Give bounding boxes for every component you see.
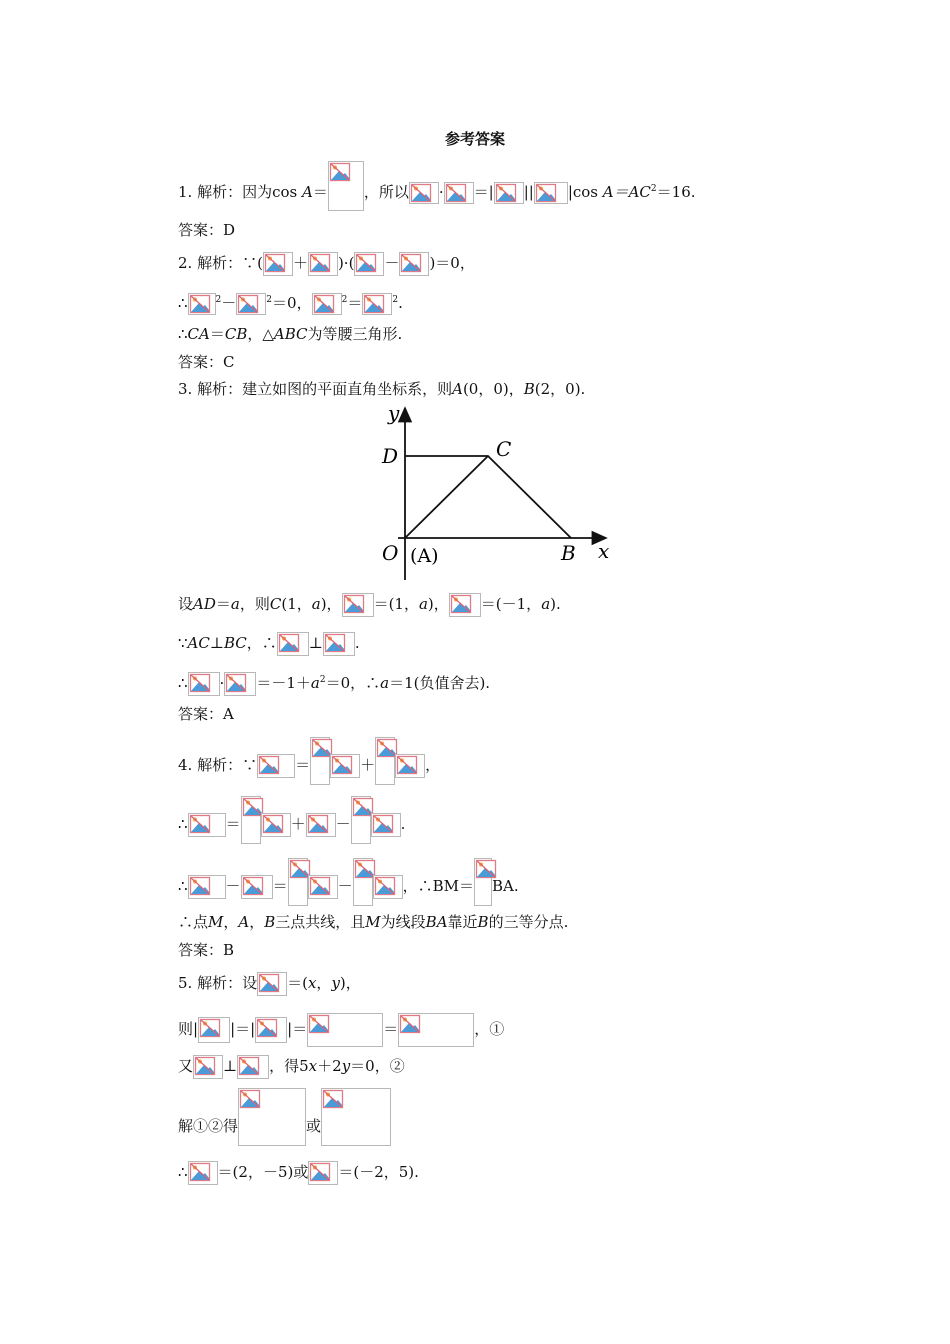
text: ⊥ <box>223 1057 238 1075</box>
text: BA <box>425 913 448 931</box>
text: B <box>523 380 535 398</box>
broken-image-icon <box>189 1162 211 1182</box>
text: AD <box>193 595 216 613</box>
broken-image-icon <box>313 294 335 314</box>
text: ∴ <box>178 815 188 833</box>
vector-image <box>444 182 474 204</box>
text: |＝ <box>287 1020 308 1038</box>
text: 三点共线，且 <box>275 913 366 931</box>
text: ＝ <box>225 815 241 833</box>
text: ＝ <box>215 595 231 613</box>
text: ，所以 <box>363 183 409 201</box>
vector-image <box>257 972 287 996</box>
broken-image-icon <box>262 814 284 834</box>
text: 2 <box>650 184 657 194</box>
broken-image-icon <box>322 1089 344 1109</box>
text: 靠近 <box>447 913 478 931</box>
text: ＝(2，－5)或 <box>217 1163 309 1181</box>
text: )， <box>320 595 342 613</box>
text: (0，0)， <box>462 380 524 398</box>
text: BA. <box>491 877 519 895</box>
text: ＝ <box>272 877 288 895</box>
text: 的三等分点. <box>488 913 569 931</box>
fraction-image <box>474 858 492 906</box>
text: ＝ <box>312 183 328 201</box>
broken-image-icon <box>372 814 394 834</box>
broken-image-icon <box>410 183 432 203</box>
vector-image <box>494 182 524 204</box>
answer-3-step <box>178 593 561 617</box>
text: a <box>541 595 551 613</box>
text: x <box>307 974 317 992</box>
text: ， <box>249 913 265 931</box>
text: y <box>331 974 340 992</box>
text: 为线段 <box>380 913 426 931</box>
vector-image <box>263 252 293 276</box>
sqrt-image <box>398 1013 474 1047</box>
text: ＝(－1， <box>480 595 542 613</box>
vector-image <box>354 252 384 276</box>
text: A＝AC <box>602 183 651 201</box>
text: M <box>208 913 224 931</box>
vector-image <box>342 593 374 617</box>
text: ＝| <box>473 183 494 201</box>
text: )＝0， <box>429 254 475 272</box>
broken-image-icon <box>278 633 300 653</box>
text: M <box>365 913 381 931</box>
text: (2，0). <box>534 380 586 398</box>
broken-image-icon <box>308 1014 330 1034</box>
text: ＝(－2，5). <box>338 1163 419 1181</box>
broken-image-icon <box>258 973 280 993</box>
vector-image <box>188 293 216 315</box>
answer-3: 答案：A <box>178 705 234 723</box>
fraction-image <box>310 737 330 785</box>
text: － <box>221 294 237 312</box>
text: ∴ <box>178 877 188 895</box>
vector-image <box>409 182 439 204</box>
label-y: y <box>388 401 400 425</box>
broken-image-icon <box>324 633 346 653</box>
vector-image <box>188 1161 218 1185</box>
answer-3-dot-product <box>178 670 490 696</box>
text: ，则 <box>239 595 270 613</box>
text: ＝ <box>295 756 311 774</box>
broken-image-icon <box>399 1014 421 1034</box>
text: ， <box>316 974 332 992</box>
text: B <box>477 913 489 931</box>
text: x <box>308 1057 318 1075</box>
text: (1， <box>281 595 312 613</box>
vector-image <box>373 875 403 899</box>
answer-2: 答案：C <box>178 353 235 371</box>
text: ∴点 <box>178 913 209 931</box>
text: CA <box>187 325 210 343</box>
text: 为等腰三角形. <box>307 325 403 343</box>
formula-image <box>328 161 364 211</box>
label-b: B <box>561 541 576 565</box>
fraction-image <box>353 858 373 906</box>
broken-image-icon <box>355 253 377 273</box>
label-x: x <box>598 539 610 563</box>
vector-image <box>312 293 342 315</box>
text: ∴ <box>178 674 188 692</box>
text: ， <box>223 913 239 931</box>
vector-image <box>395 754 425 778</box>
text: 设 <box>178 595 194 613</box>
page-title: 参考答案 <box>444 130 505 148</box>
text: ＝0，② <box>350 1057 405 1075</box>
answer-5-explanation <box>178 972 361 996</box>
broken-image-icon <box>329 162 351 182</box>
text: ＝16. <box>656 183 696 201</box>
text: 2 <box>341 295 348 305</box>
text: ，得5 <box>269 1057 309 1075</box>
text: BC <box>223 634 247 652</box>
text: ＝ <box>347 294 363 312</box>
broken-image-icon <box>199 1018 221 1038</box>
text: 5. 解析：设 <box>178 974 258 992</box>
text: ＝1(负值舍去). <box>389 674 491 692</box>
vector-image <box>237 1055 269 1079</box>
text: 2 <box>215 295 222 305</box>
broken-image-icon <box>194 1056 216 1076</box>
label-d: D <box>382 444 399 468</box>
vector-image <box>255 1017 287 1043</box>
segment-ac <box>405 456 488 538</box>
text: AC <box>187 634 210 652</box>
vector-image <box>399 252 429 276</box>
label-o: O <box>382 541 399 565</box>
text: 2 <box>392 295 399 305</box>
text: ，∴ <box>246 634 277 652</box>
text: ＋ <box>292 254 308 272</box>
text: ). <box>550 595 561 613</box>
text: ＝ <box>383 1020 399 1038</box>
text: . <box>354 634 360 652</box>
answer-5-perpendicular <box>178 1055 405 1079</box>
vector-image <box>449 593 481 617</box>
text: ⊥ <box>308 634 323 652</box>
vector-image <box>236 293 266 315</box>
text: ， <box>425 756 441 774</box>
broken-image-icon <box>400 253 422 273</box>
fraction-image <box>288 858 308 906</box>
text: ＝(1， <box>373 595 419 613</box>
vector-image <box>534 182 568 204</box>
broken-image-icon <box>264 253 286 273</box>
answer-4-conclusion <box>178 912 568 932</box>
vector-image <box>308 875 338 899</box>
trapezoid <box>405 456 571 538</box>
text: a <box>418 595 428 613</box>
text: )， <box>339 974 361 992</box>
text: · <box>219 674 225 692</box>
broken-image-icon <box>256 1018 278 1038</box>
text: |＝| <box>230 1020 256 1038</box>
text: ＋2 <box>317 1057 342 1075</box>
system-solution-image <box>321 1088 391 1146</box>
fraction-image <box>241 796 261 844</box>
vector-image <box>188 672 220 696</box>
text: ∴ <box>178 1163 188 1181</box>
broken-image-icon <box>189 876 211 896</box>
text: ，△ <box>247 325 274 343</box>
answer-4-step <box>178 806 405 844</box>
broken-image-icon <box>309 1162 331 1182</box>
vector-image <box>257 754 295 778</box>
text: ＝ <box>209 325 225 343</box>
vector-image <box>188 813 226 837</box>
broken-image-icon <box>363 294 385 314</box>
text: )·( <box>337 254 355 272</box>
text: ＝0， <box>272 294 312 312</box>
vector-image <box>330 754 360 778</box>
text: 1. 解析：因为cos <box>178 183 302 201</box>
text: 或 <box>306 1117 322 1135</box>
text: a <box>310 674 320 692</box>
text: . <box>400 815 406 833</box>
broken-image-icon <box>495 183 517 203</box>
coordinate-figure <box>370 400 620 585</box>
text: )， <box>427 595 449 613</box>
answer-3-perpendicular <box>178 632 360 656</box>
answer-4-explanation <box>178 747 440 785</box>
text: ＝0，∴ <box>325 674 381 692</box>
fraction-image <box>375 737 395 785</box>
text: B <box>264 913 276 931</box>
label-a: (A) <box>410 545 439 567</box>
broken-image-icon <box>445 183 467 203</box>
text: － <box>337 877 353 895</box>
text: ＋ <box>360 756 376 774</box>
broken-image-icon <box>309 253 331 273</box>
vector-image <box>308 1161 338 1185</box>
text: － <box>225 877 241 895</box>
text: a <box>230 595 240 613</box>
text: 3. 解析：建立如图的平面直角坐标系，则 <box>178 380 453 398</box>
text: A <box>238 913 250 931</box>
text: 解①②得 <box>178 1117 239 1135</box>
broken-image-icon <box>535 183 557 203</box>
text: a <box>311 595 321 613</box>
text: ⊥ <box>209 634 224 652</box>
vector-image <box>308 252 338 276</box>
text: A <box>301 183 313 201</box>
text: · <box>438 183 444 201</box>
text: |cos <box>567 183 603 201</box>
system-solution-image <box>238 1088 306 1146</box>
answer-4-derivation <box>178 868 519 906</box>
answer-5-magnitude <box>178 1013 504 1047</box>
text: ∴ <box>178 294 188 312</box>
broken-image-icon <box>475 859 497 879</box>
broken-image-icon <box>331 755 353 775</box>
vector-image <box>261 813 291 837</box>
broken-image-icon <box>225 673 247 693</box>
broken-image-icon <box>237 294 259 314</box>
vector-image <box>241 875 273 899</box>
text: ，∴BM＝ <box>402 877 474 895</box>
broken-image-icon <box>374 876 396 896</box>
broken-image-icon <box>242 876 264 896</box>
vector-image <box>188 875 226 899</box>
vector-image <box>362 293 392 315</box>
text: 4. 解析：∵ <box>178 756 258 774</box>
answer-5-solve <box>178 1108 391 1146</box>
text: 2 <box>319 675 326 685</box>
text: 又 <box>178 1057 194 1075</box>
vector-image <box>198 1017 230 1043</box>
broken-image-icon <box>189 673 211 693</box>
answer-2-conclusion <box>178 324 402 344</box>
text: y <box>341 1057 351 1075</box>
text: CB <box>224 325 248 343</box>
answer-1-explanation <box>178 175 696 211</box>
vector-image <box>193 1055 223 1079</box>
text: . <box>398 294 403 312</box>
answer-1: 答案：D <box>178 221 236 239</box>
answer-3-explanation <box>178 379 585 399</box>
text: a <box>380 674 390 692</box>
label-c: C <box>496 437 512 461</box>
vector-image <box>323 632 355 656</box>
broken-image-icon <box>309 876 331 896</box>
text: ＋ <box>290 815 306 833</box>
broken-image-icon <box>396 755 418 775</box>
text: 2 <box>266 295 273 305</box>
text: C <box>269 595 282 613</box>
broken-image-icon <box>239 1089 261 1109</box>
text: ABC <box>273 325 308 343</box>
answer-2-step <box>178 290 403 315</box>
fraction-image <box>351 796 371 844</box>
broken-image-icon <box>238 1056 260 1076</box>
text: 2. 解析：∵( <box>178 254 263 272</box>
vector-image <box>277 632 309 656</box>
broken-image-icon <box>189 294 211 314</box>
text: || <box>523 183 534 201</box>
vector-image <box>224 672 256 696</box>
text: ＝－1＋ <box>256 674 311 692</box>
text: 则| <box>178 1020 199 1038</box>
text: － <box>384 254 400 272</box>
broken-image-icon <box>450 594 472 614</box>
broken-image-icon <box>258 755 280 775</box>
answer-5-conclusion <box>178 1161 419 1185</box>
answer-2-explanation <box>178 252 475 276</box>
broken-image-icon <box>307 814 329 834</box>
text: ∵ <box>178 634 188 652</box>
broken-image-icon <box>343 594 365 614</box>
vector-image <box>371 813 401 837</box>
text: A <box>452 380 463 398</box>
sqrt-image <box>307 1013 383 1047</box>
broken-image-icon <box>189 814 211 834</box>
text: ，① <box>474 1020 505 1038</box>
text: ∴ <box>178 325 188 343</box>
answer-4: 答案：B <box>178 941 235 959</box>
vector-image <box>306 813 336 837</box>
text: ＝( <box>287 974 308 992</box>
text: － <box>335 815 351 833</box>
